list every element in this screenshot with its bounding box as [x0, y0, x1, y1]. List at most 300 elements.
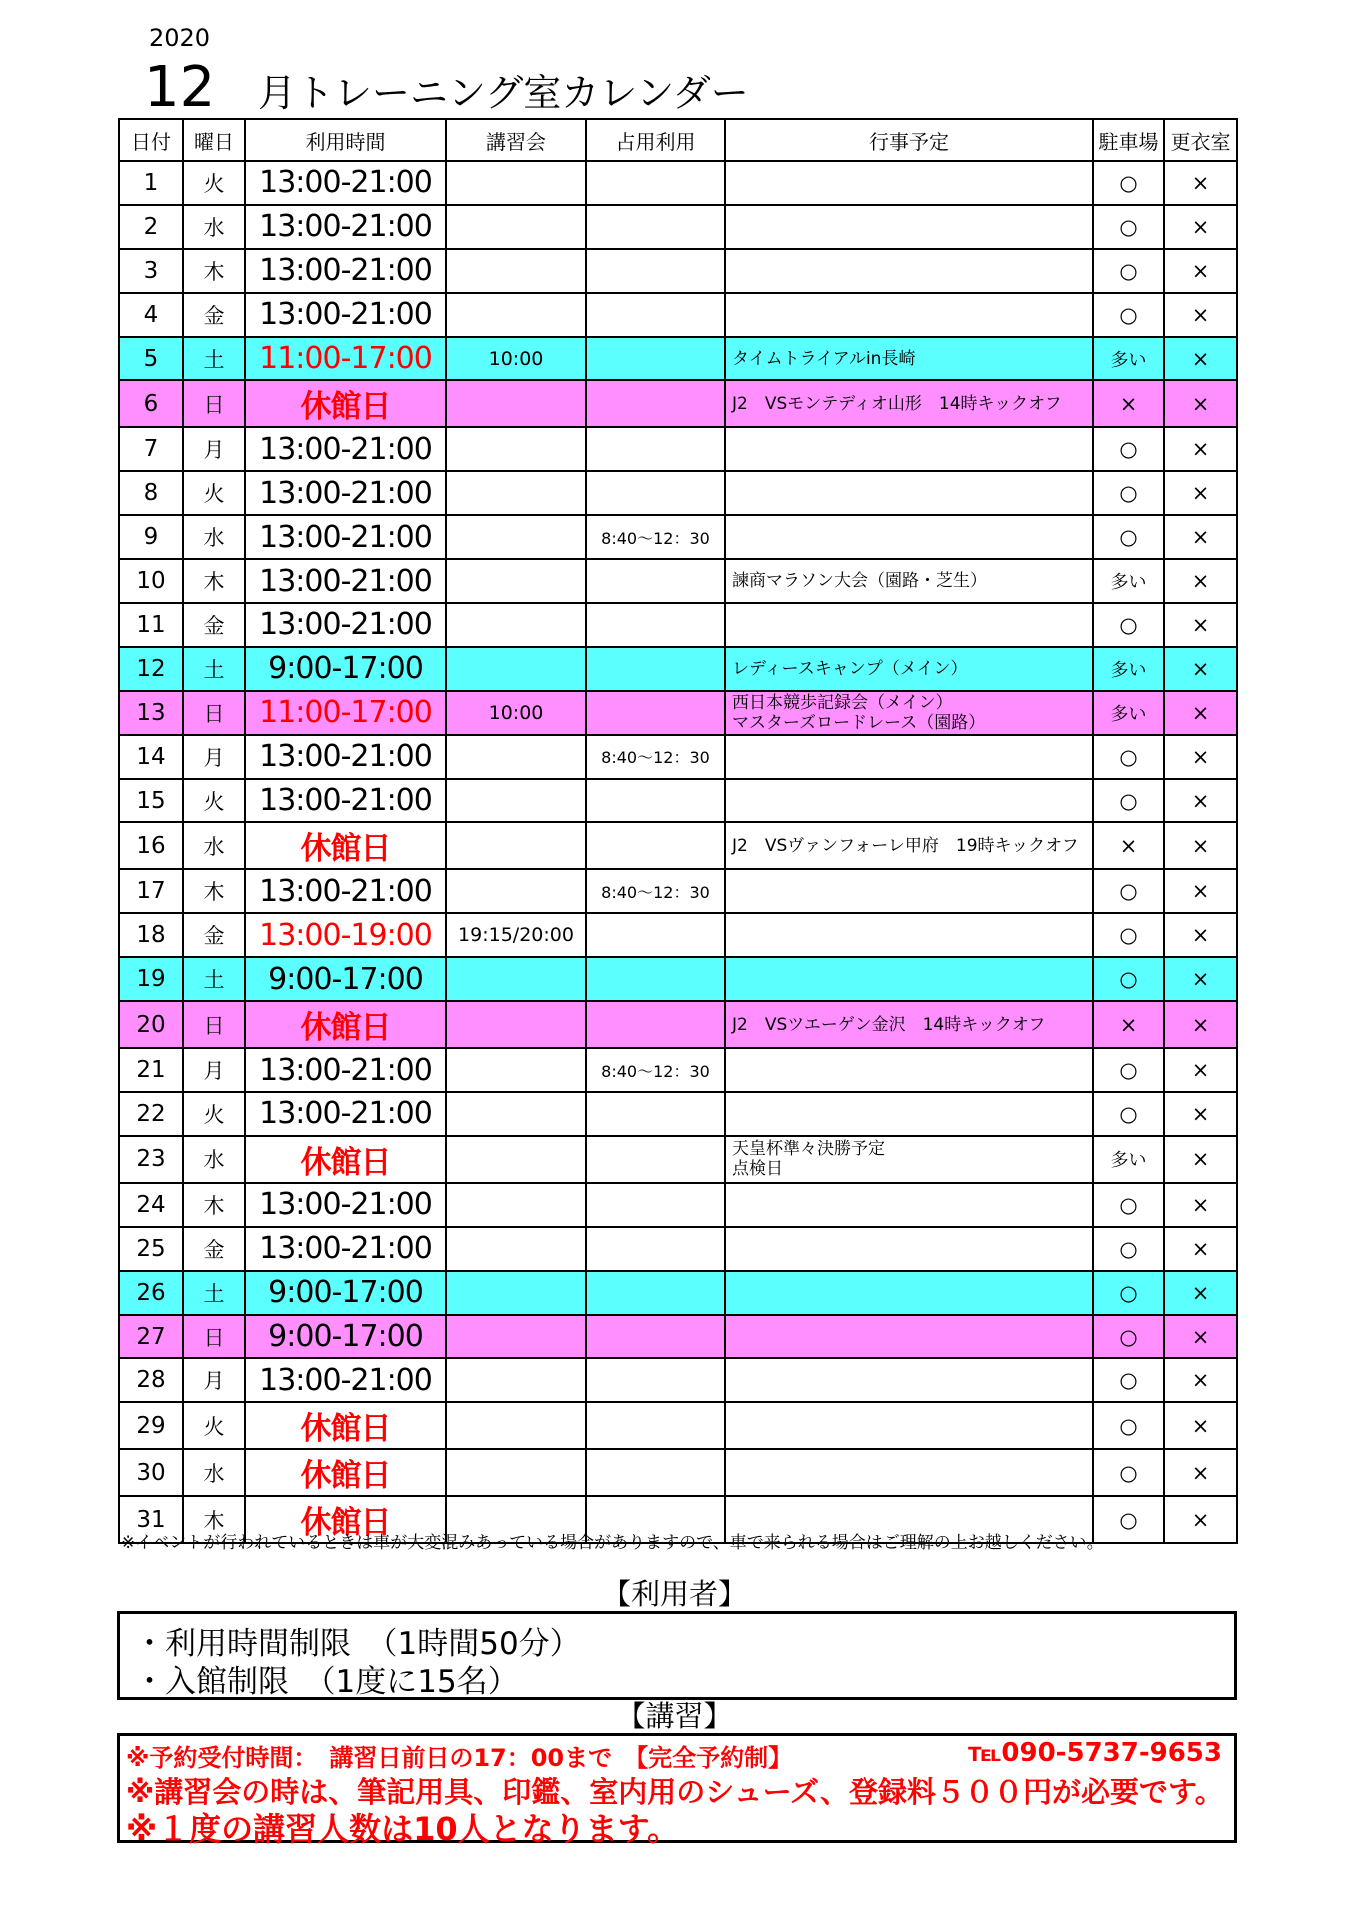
hours-cell: 休館日 [245, 1449, 446, 1496]
events-cell [725, 471, 1093, 515]
lecture-cell [446, 1001, 586, 1048]
occupied-cell [586, 1358, 725, 1402]
occupied-cell [586, 161, 725, 205]
day-cell: 4 [119, 293, 183, 337]
locker-cell: × [1164, 1227, 1237, 1271]
day-cell: 2 [119, 205, 183, 249]
traffic-note: ※イベントが行われているときは車が大変混みあっている場合がありますので、車で来られる場合はご理解の上お越しください。 [121, 1533, 1104, 1553]
locker-cell: × [1164, 1449, 1237, 1496]
day-cell: 10 [119, 559, 183, 603]
weekday-cell: 木 [183, 559, 245, 603]
month-number: 12 [144, 55, 216, 120]
weekday-cell: 日 [183, 1315, 245, 1359]
occupied-cell [586, 1001, 725, 1048]
weekday-cell: 土 [183, 337, 245, 381]
parking-cell: ○ [1093, 735, 1164, 779]
weekday-cell: 火 [183, 161, 245, 205]
day-cell: 19 [119, 957, 183, 1001]
weekday-cell: 月 [183, 1358, 245, 1402]
table-row [119, 380, 1237, 427]
event-line: タイムトライアルin長崎 [732, 348, 916, 369]
occupied-cell [586, 1402, 725, 1449]
hours-cell: 13:00-21:00 [245, 1227, 446, 1271]
day-cell: 22 [119, 1092, 183, 1136]
table-row [119, 1183, 1237, 1227]
occupied-cell: 8:40～12：30 [586, 869, 725, 913]
weekday-cell: 金 [183, 603, 245, 647]
locker-cell: × [1164, 161, 1237, 205]
event-line: 西日本競歩記録会（メイン） [732, 692, 953, 713]
lecture-cell [446, 1048, 586, 1092]
weekday-cell: 火 [183, 1402, 245, 1449]
weekday-cell: 木 [183, 1496, 245, 1543]
calendar-body [119, 161, 1237, 1543]
events-cell [725, 427, 1093, 471]
locker-cell: × [1164, 1136, 1237, 1183]
events-cell [725, 647, 1093, 691]
events-cell [725, 1001, 1093, 1048]
occupied-cell [586, 249, 725, 293]
table-row [119, 735, 1237, 779]
events-cell [725, 603, 1093, 647]
day-cell: 6 [119, 380, 183, 427]
lecture-cell [446, 515, 586, 559]
lecture-heading: 【講習】 [616, 1699, 733, 1733]
lecture-cell [446, 1183, 586, 1227]
weekday-cell: 金 [183, 913, 245, 957]
hours-cell: 9:00-17:00 [245, 957, 446, 1001]
events-cell [725, 161, 1093, 205]
lecture-reservation-line: ※予約受付時間： 講習日前日の17：00まで 【完全予約制】 [126, 1744, 793, 1772]
weekday-cell: 火 [183, 779, 245, 823]
hours-cell: 13:00-21:00 [245, 515, 446, 559]
hours-cell: 11:00-17:00 [245, 691, 446, 735]
hours-cell: 13:00-21:00 [245, 161, 446, 205]
hours-cell: 休館日 [245, 1136, 446, 1183]
hours-cell: 13:00-21:00 [245, 293, 446, 337]
locker-cell: × [1164, 603, 1237, 647]
weekday-cell: 土 [183, 647, 245, 691]
lecture-cell [446, 1358, 586, 1402]
locker-cell: × [1164, 515, 1237, 559]
parking-cell: ○ [1093, 603, 1164, 647]
lecture-cell [446, 249, 586, 293]
occupied-cell [586, 337, 725, 381]
table-header-row [119, 119, 1237, 161]
lecture-cell [446, 647, 586, 691]
year-label: 2020 [149, 24, 211, 52]
locker-cell: × [1164, 779, 1237, 823]
table-row [119, 205, 1237, 249]
locker-cell: × [1164, 822, 1237, 869]
weekday-cell: 日 [183, 380, 245, 427]
events-cell [725, 293, 1093, 337]
locker-cell: × [1164, 249, 1237, 293]
table-row [119, 779, 1237, 823]
hours-cell: 9:00-17:00 [245, 1271, 446, 1315]
hours-cell: 休館日 [245, 380, 446, 427]
events-cell [725, 1271, 1093, 1315]
occupied-cell [586, 1136, 725, 1183]
header-weekday: 曜日 [183, 119, 245, 161]
parking-cell: ○ [1093, 249, 1164, 293]
locker-cell: × [1164, 337, 1237, 381]
day-cell: 23 [119, 1136, 183, 1183]
day-cell: 11 [119, 603, 183, 647]
parking-cell: ○ [1093, 1315, 1164, 1359]
events-cell [725, 822, 1093, 869]
table-row [119, 471, 1237, 515]
occupied-cell [586, 647, 725, 691]
weekday-cell: 金 [183, 293, 245, 337]
hours-cell: 13:00-21:00 [245, 205, 446, 249]
parking-cell: ○ [1093, 161, 1164, 205]
occupied-cell [586, 779, 725, 823]
weekday-cell: 木 [183, 1183, 245, 1227]
parking-cell: × [1093, 380, 1164, 427]
day-cell: 14 [119, 735, 183, 779]
lecture-requirements-line: ※講習会の時は、筆記用具、印鑑、室内用のシューズ、登録料５００円が必要です。 [126, 1775, 1224, 1809]
day-cell: 24 [119, 1183, 183, 1227]
parking-cell: ○ [1093, 471, 1164, 515]
hours-cell: 13:00-21:00 [245, 1183, 446, 1227]
table-row [119, 647, 1237, 691]
day-cell: 12 [119, 647, 183, 691]
weekday-cell: 月 [183, 735, 245, 779]
events-cell [725, 1048, 1093, 1092]
table-row [119, 1402, 1237, 1449]
weekday-cell: 木 [183, 869, 245, 913]
parking-cell: ○ [1093, 1449, 1164, 1496]
locker-cell: × [1164, 1048, 1237, 1092]
parking-cell: ○ [1093, 913, 1164, 957]
locker-cell: × [1164, 957, 1237, 1001]
occupied-cell [586, 205, 725, 249]
events-cell [725, 691, 1093, 735]
hours-cell: 13:00-21:00 [245, 603, 446, 647]
header-locker: 更衣室 [1164, 119, 1237, 161]
parking-cell: 多い [1093, 337, 1164, 381]
events-cell [725, 1315, 1093, 1359]
lecture-cell [446, 822, 586, 869]
lecture-cell: 19:15/20:00 [446, 913, 586, 957]
table-row [119, 1048, 1237, 1092]
events-cell [725, 337, 1093, 381]
table-row [119, 822, 1237, 869]
event-line: J2 VSモンテディオ山形 14時キックオフ [732, 393, 1062, 414]
lecture-phone: ℡090-5737-9653 [968, 1738, 1222, 1768]
table-row [119, 1092, 1237, 1136]
weekday-cell: 土 [183, 1271, 245, 1315]
weekday-cell: 月 [183, 1048, 245, 1092]
occupied-cell: 8:40～12：30 [586, 1048, 725, 1092]
weekday-cell: 日 [183, 1001, 245, 1048]
occupied-cell [586, 471, 725, 515]
parking-cell: ○ [1093, 1048, 1164, 1092]
users-box [117, 1611, 1237, 1700]
occupied-cell [586, 1227, 725, 1271]
events-cell [725, 1136, 1093, 1183]
table-row [119, 161, 1237, 205]
events-cell [725, 913, 1093, 957]
locker-cell: × [1164, 471, 1237, 515]
hours-cell: 休館日 [245, 1496, 446, 1543]
weekday-cell: 木 [183, 249, 245, 293]
lecture-cell [446, 161, 586, 205]
occupied-cell [586, 380, 725, 427]
table-row [119, 515, 1237, 559]
users-rule-time: ・利用時間制限 （1時間50分） [134, 1626, 581, 1662]
occupied-cell [586, 1271, 725, 1315]
events-cell [725, 205, 1093, 249]
hours-cell: 13:00-21:00 [245, 1358, 446, 1402]
hours-cell: 13:00-21:00 [245, 1048, 446, 1092]
day-cell: 16 [119, 822, 183, 869]
occupied-cell [586, 603, 725, 647]
day-cell: 18 [119, 913, 183, 957]
day-cell: 28 [119, 1358, 183, 1402]
parking-cell: ○ [1093, 1358, 1164, 1402]
hours-cell: 休館日 [245, 1001, 446, 1048]
events-cell [725, 249, 1093, 293]
occupied-cell [586, 1092, 725, 1136]
day-cell: 8 [119, 471, 183, 515]
calendar-table [118, 118, 1238, 1544]
event-line: 諫商マラソン大会（園路・芝生） [732, 571, 987, 592]
lecture-cell [446, 1227, 586, 1271]
occupied-cell [586, 1315, 725, 1359]
users-heading: 【利用者】 [601, 1577, 747, 1611]
hours-cell: 11:00-17:00 [245, 337, 446, 381]
lecture-cell [446, 205, 586, 249]
weekday-cell: 金 [183, 1227, 245, 1271]
lecture-cell [446, 1271, 586, 1315]
lecture-cell [446, 427, 586, 471]
locker-cell: × [1164, 1271, 1237, 1315]
locker-cell: × [1164, 869, 1237, 913]
occupied-cell [586, 691, 725, 735]
weekday-cell: 水 [183, 1136, 245, 1183]
weekday-cell: 火 [183, 1092, 245, 1136]
hours-cell: 13:00-21:00 [245, 559, 446, 603]
lecture-cell [446, 1092, 586, 1136]
event-line: 天皇杯準々決勝予定 [732, 1139, 885, 1160]
table-row [119, 1449, 1237, 1496]
occupied-cell [586, 822, 725, 869]
parking-cell: ○ [1093, 1092, 1164, 1136]
events-cell [725, 1449, 1093, 1496]
day-cell: 17 [119, 869, 183, 913]
day-cell: 26 [119, 1271, 183, 1315]
table-row [119, 913, 1237, 957]
occupied-cell [586, 293, 725, 337]
hours-cell: 13:00-21:00 [245, 735, 446, 779]
event-line: 点検日 [732, 1159, 783, 1180]
parking-cell: ○ [1093, 515, 1164, 559]
day-cell: 9 [119, 515, 183, 559]
hours-cell: 13:00-21:00 [245, 1092, 446, 1136]
lecture-cell [446, 735, 586, 779]
hours-cell: 休館日 [245, 822, 446, 869]
day-cell: 13 [119, 691, 183, 735]
parking-cell: ○ [1093, 427, 1164, 471]
occupied-cell [586, 1449, 725, 1496]
day-cell: 29 [119, 1402, 183, 1449]
events-cell [725, 1402, 1093, 1449]
parking-cell: 多い [1093, 691, 1164, 735]
lecture-box [117, 1733, 1237, 1848]
day-cell: 25 [119, 1227, 183, 1271]
locker-cell: × [1164, 1496, 1237, 1543]
parking-cell: 多い [1093, 1136, 1164, 1183]
event-line: J2 VSヴァンフォーレ甲府 19時キックオフ [732, 835, 1079, 856]
header-hours: 利用時間 [245, 119, 446, 161]
lecture-cell [446, 559, 586, 603]
parking-cell: ○ [1093, 1496, 1164, 1543]
lecture-cell [446, 869, 586, 913]
table-row [119, 1227, 1237, 1271]
header-date: 日付 [119, 119, 183, 161]
table-row [119, 1315, 1237, 1359]
lecture-capacity-line: ※１度の講習人数は10人となります。 [126, 1810, 680, 1848]
day-cell: 30 [119, 1449, 183, 1496]
day-cell: 20 [119, 1001, 183, 1048]
locker-cell: × [1164, 913, 1237, 957]
lecture-cell [446, 779, 586, 823]
table-row [119, 559, 1237, 603]
locker-cell: × [1164, 1315, 1237, 1359]
parking-cell: ○ [1093, 957, 1164, 1001]
hours-cell: 13:00-21:00 [245, 779, 446, 823]
table-row [119, 337, 1237, 381]
weekday-cell: 水 [183, 1449, 245, 1496]
users-rule-capacity: ・入館制限 （1度に15名） [134, 1664, 519, 1700]
parking-cell: ○ [1093, 1402, 1164, 1449]
day-cell: 5 [119, 337, 183, 381]
weekday-cell: 月 [183, 427, 245, 471]
hours-cell: 9:00-17:00 [245, 647, 446, 691]
table-row [119, 1358, 1237, 1402]
day-cell: 15 [119, 779, 183, 823]
locker-cell: × [1164, 559, 1237, 603]
lecture-cell [446, 603, 586, 647]
lecture-cell [446, 380, 586, 427]
locker-cell: × [1164, 427, 1237, 471]
weekday-cell: 水 [183, 515, 245, 559]
events-cell [725, 559, 1093, 603]
table-row [119, 691, 1237, 735]
locker-cell: × [1164, 1001, 1237, 1048]
locker-cell: × [1164, 735, 1237, 779]
weekday-cell: 水 [183, 822, 245, 869]
lecture-cell: 10:00 [446, 337, 586, 381]
occupied-cell: 8:40～12：30 [586, 735, 725, 779]
locker-cell: × [1164, 380, 1237, 427]
page-title: 月トレーニング室カレンダー [258, 71, 749, 115]
parking-cell: × [1093, 822, 1164, 869]
table-row [119, 1001, 1237, 1048]
weekday-cell: 土 [183, 957, 245, 1001]
lecture-cell [446, 1402, 586, 1449]
parking-cell: ○ [1093, 1271, 1164, 1315]
day-cell: 1 [119, 161, 183, 205]
event-line: レディースキャンプ（メイン） [732, 658, 968, 679]
lecture-cell [446, 1136, 586, 1183]
hours-cell: 13:00-19:00 [245, 913, 446, 957]
day-cell: 27 [119, 1315, 183, 1359]
parking-cell: ○ [1093, 1227, 1164, 1271]
event-line: マスターズロードレース（園路） [732, 712, 986, 733]
table-row [119, 249, 1237, 293]
hours-cell: 13:00-21:00 [245, 471, 446, 515]
weekday-cell: 水 [183, 205, 245, 249]
weekday-cell: 日 [183, 691, 245, 735]
events-cell [725, 779, 1093, 823]
parking-cell: ○ [1093, 869, 1164, 913]
header-parking: 駐車場 [1093, 119, 1164, 161]
events-cell [725, 735, 1093, 779]
events-cell [725, 1183, 1093, 1227]
locker-cell: × [1164, 647, 1237, 691]
occupied-cell [586, 957, 725, 1001]
lecture-cell [446, 293, 586, 337]
header-lecture: 講習会 [446, 119, 586, 161]
table-row [119, 957, 1237, 1001]
occupied-cell [586, 1183, 725, 1227]
events-cell [725, 1092, 1093, 1136]
hours-cell: 13:00-21:00 [245, 427, 446, 471]
hours-cell: 13:00-21:00 [245, 869, 446, 913]
occupied-cell: 8:40～12：30 [586, 515, 725, 559]
lecture-cell [446, 471, 586, 515]
events-cell [725, 1227, 1093, 1271]
locker-cell: × [1164, 1092, 1237, 1136]
lecture-cell [446, 957, 586, 1001]
locker-cell: × [1164, 1358, 1237, 1402]
lecture-cell [446, 1315, 586, 1359]
events-cell [725, 957, 1093, 1001]
parking-cell: 多い [1093, 647, 1164, 691]
locker-cell: × [1164, 1402, 1237, 1449]
events-cell [725, 380, 1093, 427]
weekday-cell: 火 [183, 471, 245, 515]
parking-cell: × [1093, 1001, 1164, 1048]
table-row [119, 603, 1237, 647]
locker-cell: × [1164, 1183, 1237, 1227]
parking-cell: ○ [1093, 293, 1164, 337]
parking-cell: ○ [1093, 779, 1164, 823]
hours-cell: 休館日 [245, 1402, 446, 1449]
locker-cell: × [1164, 293, 1237, 337]
lecture-cell: 10:00 [446, 691, 586, 735]
table-row [119, 1271, 1237, 1315]
occupied-cell [586, 913, 725, 957]
header-events: 行事予定 [725, 119, 1093, 161]
day-cell: 7 [119, 427, 183, 471]
table-row [119, 1136, 1237, 1183]
day-cell: 21 [119, 1048, 183, 1092]
parking-cell: ○ [1093, 1183, 1164, 1227]
locker-cell: × [1164, 691, 1237, 735]
table-row [119, 293, 1237, 337]
table-row [119, 427, 1237, 471]
hours-cell: 9:00-17:00 [245, 1315, 446, 1359]
events-cell [725, 1358, 1093, 1402]
header-occupied: 占用利用 [586, 119, 725, 161]
occupied-cell [586, 559, 725, 603]
event-line: J2 VSツエーゲン金沢 14時キックオフ [732, 1014, 1046, 1035]
events-cell [725, 869, 1093, 913]
